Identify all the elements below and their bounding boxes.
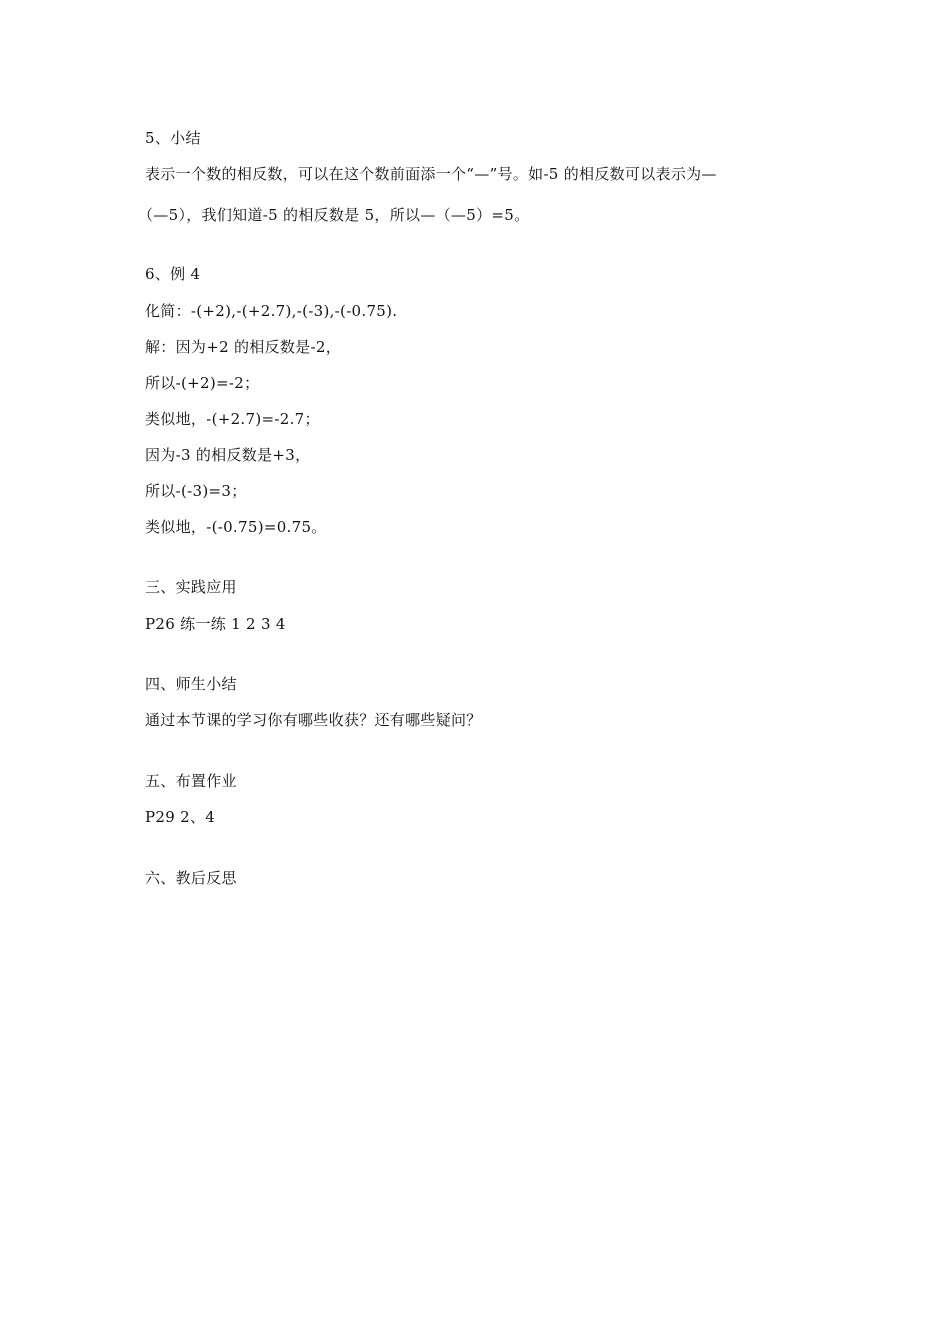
summary-heading: 5、小结	[145, 129, 201, 147]
example-heading: 6、例 4	[145, 265, 201, 283]
solution-line-6: 类似地，-(-0.75)=0.75。	[145, 518, 327, 536]
review-heading: 四、师生小结	[145, 675, 237, 693]
homework-text: P29 2、4	[145, 808, 216, 826]
practice-heading: 三、实践应用	[145, 578, 237, 596]
solution-line-3: 类似地，-(+2.7)=-2.7；	[145, 410, 320, 428]
solution-line-2: 所以-(+2)=-2；	[145, 374, 260, 392]
practice-text: P26 练一练 1 2 3 4	[145, 615, 286, 633]
reflection-heading: 六、教后反思	[145, 869, 237, 887]
summary-line-1: 表示一个数的相反数，可以在这个数前面添一个“—”号。如-5 的相反数可以表示为—	[145, 165, 717, 183]
review-text: 通过本节课的学习你有哪些收获？还有哪些疑问？	[145, 711, 482, 729]
solution-line-5: 所以-(-3)=3；	[145, 482, 247, 500]
solution-line-1: 解：因为+2 的相反数是-2，	[145, 338, 341, 356]
solution-line-4: 因为-3 的相反数是+3，	[145, 446, 311, 464]
homework-heading: 五、布置作业	[145, 772, 237, 790]
summary-line-2: （—5），我们知道-5 的相反数是 5，所以—（—5）=5。	[138, 206, 530, 224]
example-prompt: 化简：-(+2),-(+2.7),-(-3),-(-0.75).	[145, 302, 398, 320]
